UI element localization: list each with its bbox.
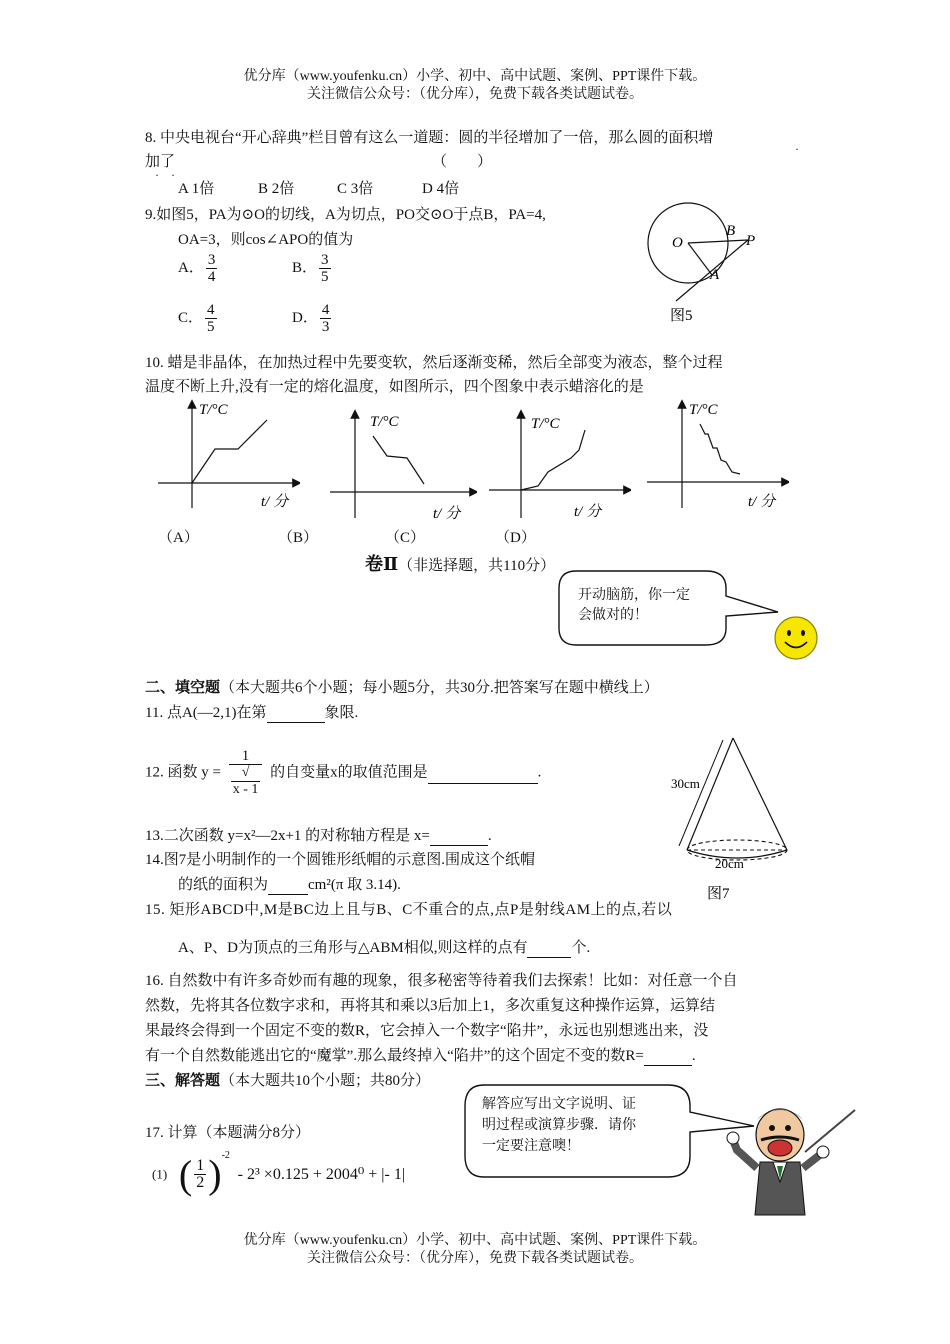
- graph-a-caption: （A）: [158, 530, 199, 546]
- graph-b: [327, 408, 477, 526]
- emphasis-dot: ·: [795, 142, 799, 156]
- emphasis-dots: · ·: [155, 168, 175, 182]
- q15-blank[interactable]: [527, 940, 571, 958]
- section-2-title: 卷Ⅱ（非选择题，共110分）: [365, 554, 556, 574]
- q16-line-4: 有一个自然数能逃出它的“魔掌”.那么最终掉入“陷井”的这个固定不变的数R= .: [145, 1048, 696, 1064]
- y-label: T/°C: [199, 402, 228, 418]
- graph-c-caption: （C）: [385, 530, 426, 546]
- q9-option-b: B． $\frac{3}{5}$: [292, 252, 329, 285]
- q13: 13.二次函数 y=x²—2x+1 的对称轴方程是 x= .: [145, 828, 492, 844]
- q9-line-2: OA=3，则cos∠APO的值为: [178, 232, 354, 248]
- label-p: P: [746, 233, 756, 249]
- q14-blank[interactable]: [268, 877, 308, 895]
- q14-line-2: 的纸的面积为 cm²(π 取 3.14).: [178, 877, 401, 893]
- solve-section-heading: 三、解答题（本大题共10个小题；共80分）: [145, 1073, 431, 1089]
- x-label: t/ 分: [261, 494, 289, 510]
- graph-d: [644, 398, 789, 516]
- curve-c: [521, 430, 585, 490]
- graph-b-caption: （B）: [278, 530, 319, 546]
- q14-line-1: 14.图7是小明制作的一个圆锥形纸帽的示意图.围成这个纸帽: [145, 852, 536, 868]
- y-label: T/°C: [531, 416, 560, 432]
- q15-line-2: A、P、D为顶点的三角形与△ABM相似,则这样的点有 个.: [178, 940, 591, 956]
- q10-line-1: 10. 蜡是非晶体，在加热过程中先要变软，然后逐渐变稀，然后全部变为液态，整个过程: [145, 355, 723, 371]
- bubble-2-text: 解答应写出文字说明、证 明过程或演算步骤．请你 一定要注意噢！: [482, 1095, 636, 1153]
- q16-line-2: 然数，先将其各位数字求和，再将其和乘以3后加上1，多次重复这种操作运算，运算结: [145, 998, 716, 1014]
- q8-option-a: A 1倍: [178, 181, 215, 197]
- q12: 12. 函数 y = 1 √ x - 1 的自变量x的取值范围是 .: [145, 748, 542, 797]
- q8-option-b: B 2倍: [258, 181, 295, 197]
- footer-line-1: 优分库（www.youfenku.cn）小学、初中、高中试题、案例、PPT课件下载。: [243, 1233, 707, 1248]
- figure-7: [665, 730, 805, 905]
- label-o: O: [672, 235, 683, 251]
- q16-blank[interactable]: [644, 1048, 692, 1066]
- q8-line-2: 加了: [145, 154, 176, 170]
- graph-a: [155, 398, 300, 516]
- q8-option-d: D 4倍: [422, 181, 460, 197]
- q9-option-c: C． $\frac{4}{5}$: [178, 302, 215, 335]
- q8-line-1: 8. 中央电视台“开心辞典”栏目曾有这么一道题：圆的半径增加了一倍，那么圆的面积增: [145, 130, 714, 146]
- x-label: t/ 分: [433, 506, 461, 522]
- q9-line-1: 9.如图5，PA为⊙O的切线，A为切点，PO交⊙O于点B，PA=4,: [145, 207, 546, 223]
- q11-blank[interactable]: [267, 705, 325, 723]
- segment-oa: [688, 243, 712, 275]
- q17-expression: (1) ( $\frac{1}{2}$ )$^{-2}$ - 2³ ×0.125 + 2004⁰ + |- 1|: [152, 1149, 406, 1197]
- y-label: T/°C: [370, 414, 399, 430]
- x-label: t/ 分: [574, 504, 602, 520]
- bubble-1-text: 开动脑筋，你一定 会做对的！: [578, 586, 690, 622]
- y-label: T/°C: [689, 402, 718, 418]
- smiley-icon: [772, 614, 820, 662]
- figure-5: [640, 195, 780, 325]
- q8-option-c: C 3倍: [337, 181, 374, 197]
- q11: 11. 点A(—2,1)在第 象限.: [145, 705, 359, 721]
- q16-line-3: 果最终会得到一个固定不变的数R，它会掉入一个数字“陷井”，永远也别想逃出来，没: [145, 1023, 709, 1039]
- q16-line-1: 16. 自然数中有许多奇妙而有趣的现象，很多秘密等待着我们去探索！比如：对任意一个自: [145, 973, 738, 989]
- q12-blank[interactable]: [428, 761, 538, 784]
- cartoon-teacher-illustration: [725, 1090, 860, 1220]
- q13-blank[interactable]: [430, 828, 488, 846]
- segment-po: [688, 240, 748, 243]
- base-label: 20cm: [715, 856, 744, 871]
- figure-5-caption: 图5: [670, 308, 693, 324]
- graph-d-caption: （D）: [495, 530, 536, 546]
- header-line-2: 关注微信公众号：（优分库），免费下载各类试题试卷。: [307, 87, 643, 102]
- fill-section-heading: 二、填空题（本大题共6个小题；每小题5分，共30分.把答案写在题中横线上）: [145, 680, 659, 696]
- curve-b: [373, 436, 424, 484]
- figure-7-caption: 图7: [707, 886, 730, 902]
- q9-option-d: D． $\frac{4}{3}$: [292, 302, 330, 335]
- curve-a: [192, 420, 267, 483]
- q9-option-a: A． $\frac{3}{4}$: [178, 252, 216, 285]
- curve-d: [700, 424, 740, 474]
- x-label: t/ 分: [748, 494, 776, 510]
- q10-line-2: 温度不断上升,没有一定的熔化温度，如图所示，四个图象中表示蜡溶化的是: [145, 379, 644, 395]
- footer-line-2: 关注微信公众号：（优分库），免费下载各类试题试卷。: [307, 1251, 643, 1266]
- graph-c: [486, 408, 631, 526]
- label-b: B: [726, 223, 736, 239]
- q8-answer-paren: （ ）: [432, 154, 493, 170]
- slant-label: 30cm: [671, 776, 700, 791]
- q15-line-1: 15. 矩形ABCD中,M是BC边上且与B、C不重合的点,点P是射线AM上的点,若以: [145, 902, 673, 918]
- header-line-1: 优分库（www.youfenku.cn）小学、初中、高中试题、案例、PPT课件下载。: [243, 69, 707, 84]
- label-a: A: [710, 267, 720, 283]
- q17-title: 17. 计算（本题满分8分）: [145, 1125, 311, 1141]
